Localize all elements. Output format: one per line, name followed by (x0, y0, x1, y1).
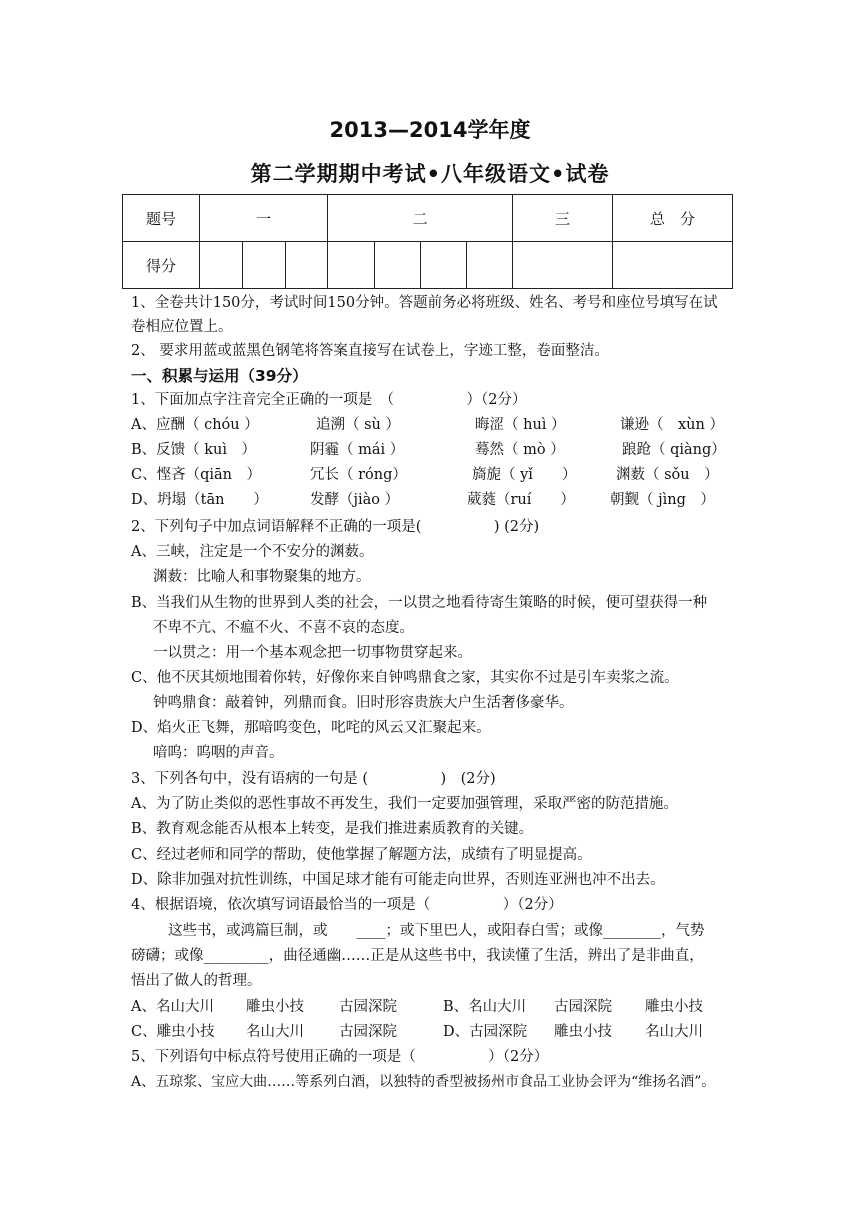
option-text: D、除非加强对抗性训练，中国足球才能有可能走向世界，否则连亚洲也冲不出去。 (131, 872, 665, 888)
question-stem: 1、下面加点字注音完全正确的一项是 （ ）（2分） (131, 392, 527, 408)
option-text: 蓦然（ mò ） (475, 442, 565, 458)
option-text: 旖旎（ yǐ ） (472, 467, 577, 483)
score-cell[interactable] (200, 242, 243, 289)
explanation-text: 一以贯之：用一个基本观念把一切事物贯穿起来。 (153, 645, 472, 661)
option-text: A、三峡，注定是一个不安分的渊薮。 (131, 544, 374, 560)
option-text: 名山大川 (645, 1024, 703, 1040)
score-cell[interactable] (420, 242, 466, 289)
score-cell[interactable] (513, 242, 613, 289)
explanation-text: 渊薮：比喻人和事物聚集的地方。 (153, 569, 371, 585)
score-cell[interactable] (613, 242, 733, 289)
option-text: 雕虫小技 (246, 999, 304, 1015)
header-cell-question-no: 题号 (123, 195, 200, 242)
header-cell-part2: 二 (328, 195, 513, 242)
option-text: C、经过老师和同学的帮助，使他掌握了解题方法，成绩有了明显提高。 (131, 847, 592, 863)
option-text: A、为了防止类似的恶性事故不再发生，我们一定要加强管理，采取严密的防范措施。 (131, 796, 678, 812)
question-stem: 2、下列句子中加点词语解释不正确的一项是( ) (2分) (131, 519, 540, 535)
note-line: 1、全卷共计150分，考试时间150分钟。答题前务必将班级、姓名、考号和座位号填写在试 (131, 295, 718, 311)
option-text: 踉跄（ qiàng） (622, 442, 726, 458)
exam-title: 第二学期期中考试•八年级语文•试卷 (250, 162, 610, 186)
option-text: 古园深院 (554, 999, 612, 1015)
section-heading: 一、积累与运用（39分） (131, 367, 308, 385)
score-cell[interactable] (285, 242, 328, 289)
option-text: B、反馈（ kuì ） (131, 442, 257, 458)
header-cell-total: 总 分 (613, 195, 733, 242)
option-text: 朝觐（ jìng ） (610, 492, 715, 508)
exam-year-title: 2013—2014学年度 (329, 118, 531, 142)
option-text: 谦逊（ xùn ） (620, 417, 724, 433)
passage-text: 悟出了做人的哲理。 (131, 973, 262, 989)
header-cell-part1: 一 (200, 195, 328, 242)
question-stem: 3、下列各句中，没有语病的一句是 ( ) (2分) (131, 771, 496, 787)
score-cell[interactable] (374, 242, 420, 289)
option-text: 雕虫小技 (554, 1024, 612, 1040)
option-text: B、教育观念能否从根本上转变，是我们推进素质教育的关键。 (131, 821, 534, 837)
option-text: 追溯（ sù ） (316, 417, 400, 433)
option-text: 阴霾（ mái ） (310, 442, 405, 458)
score-cell[interactable] (328, 242, 374, 289)
option-text: C、悭吝（qiān ） (131, 467, 261, 483)
row-label-score: 得分 (123, 242, 200, 289)
option-text: 晦涩（ huì ） (475, 417, 566, 433)
option-text: 名山大川 (246, 1024, 304, 1040)
option-text: D、焰火正飞舞，那喑呜变色，叱咤的风云又汇聚起来。 (131, 720, 491, 736)
option-text: 古园深院 (339, 1024, 397, 1040)
option-text: B、当我们从生物的世界到人类的社会，一以贯之地看待寄生策略的时候，便可望获得一种 (131, 595, 708, 611)
option-text: A、应酬（ chóu ） (131, 417, 259, 433)
passage-text: 磅礴；或像_________，曲径通幽……正是从这些书中，我读懂了生活，辨出了是非曲直， (131, 948, 704, 964)
note-line: 卷相应位置上。 (131, 319, 233, 335)
note-line: 2、 要求用蓝或蓝黑色钢笔将答案直接写在试卷上，字迹工整，卷面整洁。 (131, 343, 609, 359)
passage-text: 这些书，或鸿篇巨制，或 ____；或下里巴人，或阳春白雪；或像________，气势 (168, 923, 705, 939)
question-stem: 4、根据语境，依次填写词语最恰当的一项是（ ）（2分） (131, 897, 563, 913)
option-text: 葳蕤（ruí ） (467, 492, 575, 508)
header-cell-part3: 三 (513, 195, 613, 242)
explanation-text: 喑呜：呜咽的声音。 (153, 745, 284, 761)
option-text: D、古园深院 (443, 1024, 528, 1040)
option-text: 渊薮（ sǒu ） (616, 467, 719, 483)
option-text: B、名山大川 (443, 999, 527, 1015)
explanation-text: 钟鸣鼎食：敲着钟，列鼎而食。旧时形容贵族大户生活奢侈豪华。 (153, 695, 574, 711)
option-text: A、五琼浆、宝应大曲……等系列白酒，以独特的香型被扬州市食品工业协会评为“维扬名酒”。 (131, 1074, 716, 1090)
option-text: 古园深院 (339, 999, 397, 1015)
option-text: A、名山大川 (131, 999, 214, 1015)
option-text: 发酵（jiào ） (310, 492, 400, 508)
option-text: C、雕虫小技 (131, 1024, 215, 1040)
option-text: 不卑不亢、不瘟不火、不喜不哀的态度。 (153, 620, 414, 636)
question-stem: 5、下列语句中标点符号使用正确的一项是（ ）（2分） (131, 1049, 549, 1065)
option-text: D、坍塌（tān ） (131, 492, 268, 508)
option-text: C、他不厌其烦地围着你转，好像你来自钟鸣鼎食之家，其实你不过是引车卖浆之流。 (131, 670, 679, 686)
score-table (122, 194, 733, 289)
option-text: 冗长（ róng） (310, 467, 407, 483)
score-cell[interactable] (466, 242, 512, 289)
score-cell[interactable] (242, 242, 285, 289)
option-text: 雕虫小技 (645, 999, 703, 1015)
